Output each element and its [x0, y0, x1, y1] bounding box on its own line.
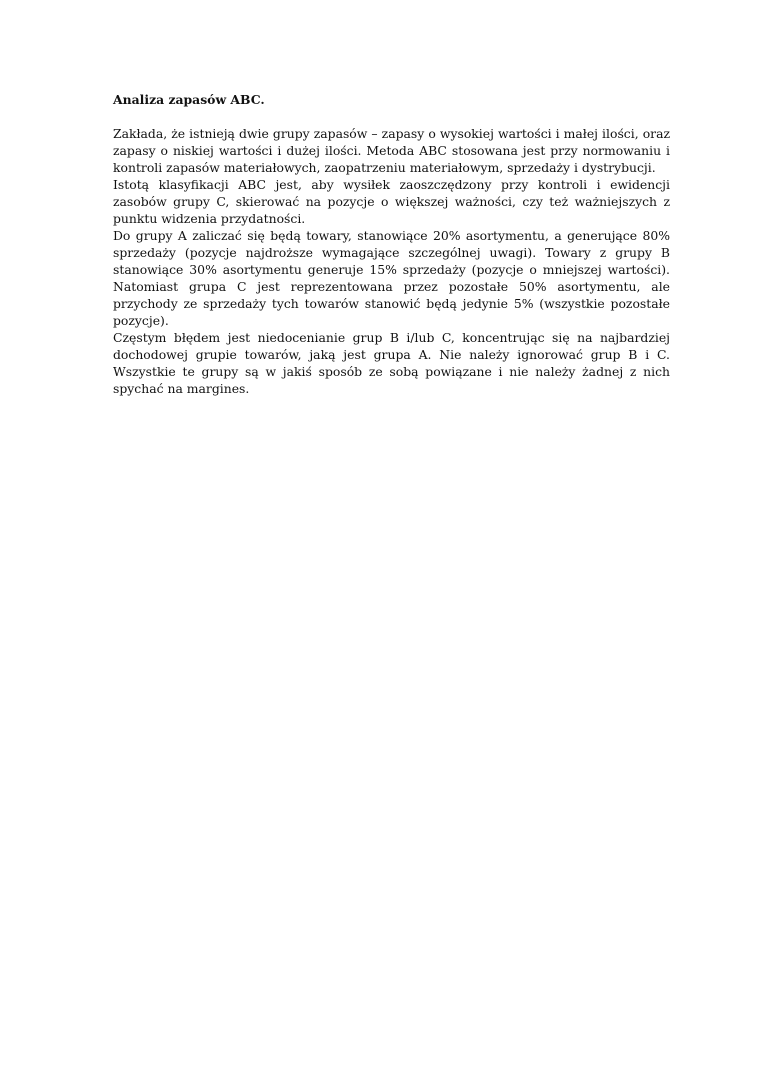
document-body	[113, 91, 670, 397]
paragraph-mistake: Częstym błędem jest niedocenianie grup B i/lub C, koncentrując się na najbardziej dochodowej grupie towarów, jaką jest grupa A. Nie należy ignorować grup B i C. Wszystkie te grupy są w jakiś sposób ze sobą powiązane i nie należy żadnej z nich spychać na margines.	[113, 330, 670, 396]
paragraph-groups: Do grupy A zaliczać się będą towary, stanowiące 20% asortymentu, a generujące 80% sprzedaży (pozycje najdroższe wymagające szczególnej uwagi). Towary z grupy B stanowiące 30% asortymentu generuje 15% sprzedaży (pozycje o mniejszej wartości). Natomiast grupa C jest reprezentowana przez pozostałe 50% asortymentu, ale przychody ze sprzedaży tych towarów stanowić będą jedynie 5% (wszystkie pozostałe pozycje).	[113, 228, 670, 328]
document-title: Analiza zapasów ABC.	[113, 92, 265, 107]
paragraph-intro: Zakłada, że istnieją dwie grupy zapasów – zapasy o wysokiej wartości i małej ilości, oraz zapasy o niskiej wartości i dużej ilości. Metoda ABC stosowana jest przy normowaniu i kontroli zapasów materiałowych, zaopatrzeniu materiałowym, sprzedaży i dystrybucji.	[113, 126, 670, 175]
paragraph-essence: Istotą klasyfikacji ABC jest, aby wysiłek zaoszczędzony przy kontroli i ewidencji zasobów grupy C, skierować na pozycje o większej ważności, czy też ważniejszych z punktu widzenia przydatności.	[113, 177, 670, 226]
